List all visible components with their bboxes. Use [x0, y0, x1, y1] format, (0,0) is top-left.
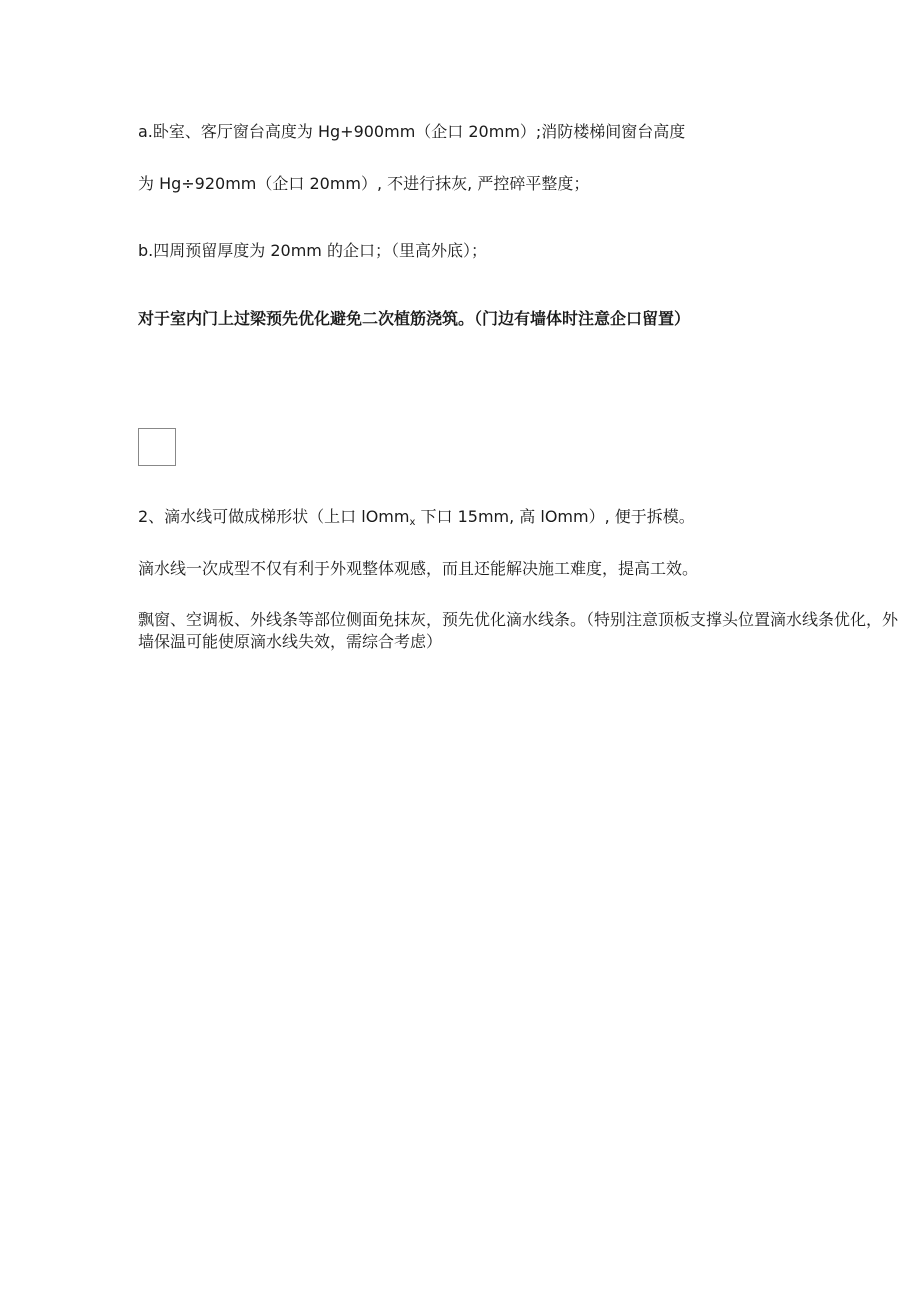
paragraph-reserved-thickness: b.四周预留厚度为 20mm 的企口；（里高外底）； [138, 241, 487, 260]
paragraph-drip-line-benefit: 滴水线一次成型不仅有利于外观整体观感，而且还能解决施工难度，提高工效。 [138, 559, 699, 578]
drip-line-text-post: 下口 15mm, 高 lOmm）, 便于拆模。 [415, 507, 695, 526]
paragraph-window-sill-height: a.卧室、客厅窗台高度为 Hg+900mm（企口 20mm）;消防楼梯间窗台高度 [138, 122, 686, 141]
drip-line-subscript: x [409, 517, 416, 528]
paragraph-bay-window-note: 飘窗、空调板、外线条等部位侧面免抹灰，预先优化滴水线条。（特别注意顶板支撑头位置滴水线条优化，外墙保温可能使原滴水线失效，需综合考虑） [138, 610, 899, 651]
image-placeholder [138, 428, 176, 466]
paragraph-stair-window-height: 为 Hg÷920mm（企口 20mm）, 不进行抹灰, 严控碎平整度； [138, 174, 590, 193]
paragraph-door-lintel-note: 对于室内门上过梁预先优化避免二次植筋浇筑。（门边有墙体时注意企口留置） [138, 309, 691, 328]
drip-line-text-pre: 2、滴水线可做成梯形状（上口 lOmm [138, 507, 410, 526]
paragraph-drip-line-shape [138, 506, 695, 534]
